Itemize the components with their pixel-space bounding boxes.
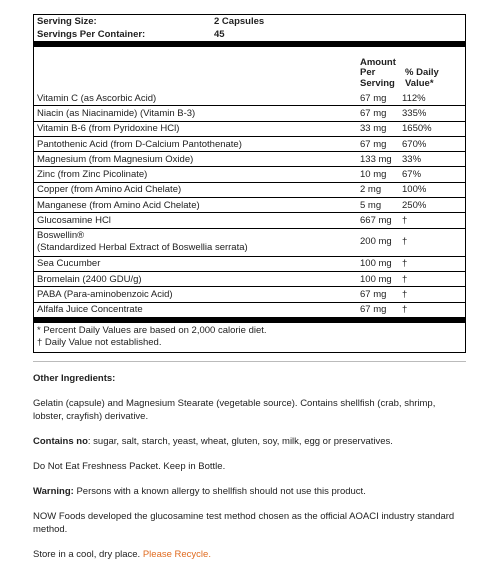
- footnote-daily-values: * Percent Daily Values are based on 2,000 calorie diet.: [37, 324, 267, 336]
- nutrient-amount: 2 mg: [360, 184, 382, 196]
- nutrient-row: [34, 197, 465, 212]
- nutrient-row: [34, 302, 465, 317]
- nutrient-daily-value: 250%: [402, 199, 427, 211]
- nutrient-daily-value: 670%: [402, 138, 427, 150]
- nutrient-name: Boswellin®: [37, 229, 85, 241]
- nutrient-amount: 67 mg: [360, 304, 387, 316]
- servings-per-container-row: [34, 28, 465, 47]
- storage-note: Store in a cool, dry place. Please Recycle.: [33, 548, 211, 560]
- nutrient-row: [34, 271, 465, 286]
- nutrient-amount: 67 mg: [360, 92, 387, 104]
- footnote-not-established: † Daily Value not established.: [37, 336, 162, 348]
- nutrient-name: Sea Cucumber: [37, 258, 101, 270]
- nutrient-row: [34, 256, 465, 271]
- nutrient-daily-value: †: [402, 304, 408, 316]
- warning-text: Warning: Persons with a known allergy to shellfish should not use this product.: [33, 485, 366, 497]
- nutrient-row: [34, 212, 465, 227]
- nutrient-name: Pantothenic Acid (from D-Calcium Pantothenate): [37, 138, 242, 150]
- product-info: [33, 14, 466, 561]
- other-ingredients-section: [33, 372, 466, 561]
- contains-no-text: Contains no: sugar, salt, starch, yeast, wheat, gluten, soy, milk, egg or preservatives.: [33, 435, 393, 447]
- nutrient-row: [34, 166, 465, 181]
- footnotes: [34, 317, 465, 352]
- nutrient-name: Bromelain (2400 GDU/g): [37, 273, 142, 285]
- nutrient-amount: 67 mg: [360, 138, 387, 150]
- amount-header: Amount Per Serving: [360, 56, 396, 89]
- nutrient-daily-value: 100%: [402, 184, 427, 196]
- nutrient-daily-value: 1650%: [402, 123, 432, 135]
- ingredients-text: Gelatin (capsule) and Magnesium Stearate (vegetable source). Contains shellfish (crab, shrimp, lobster, crayfish) derivative.: [33, 397, 436, 422]
- nutrient-row: [34, 182, 465, 197]
- nutrient-row: [34, 136, 465, 151]
- nutrient-row: [34, 105, 465, 120]
- nutrient-rows: [34, 91, 465, 317]
- nutrient-daily-value: †: [402, 235, 408, 247]
- daily-value-header: % Daily Value*: [405, 67, 439, 89]
- freshness-note: Do Not Eat Freshness Packet. Keep in Bottle.: [33, 460, 226, 472]
- nutrient-amount: 200 mg: [360, 235, 392, 247]
- nutrient-name: Copper (from Amino Acid Chelate): [37, 184, 182, 196]
- nutrient-name: Glucosamine HCl: [37, 215, 111, 227]
- nutrient-amount: 667 mg: [360, 215, 392, 227]
- nutrient-daily-value: †: [402, 215, 408, 227]
- serving-size-value: 2 Capsules: [214, 16, 265, 27]
- nutrient-amount: 133 mg: [360, 153, 392, 165]
- nutrient-name: Vitamin B-6 (from Pyridoxine HCl): [37, 123, 180, 135]
- nutrient-name: Magnesium (from Magnesium Oxide): [37, 153, 194, 165]
- nutrient-amount: 5 mg: [360, 199, 382, 211]
- nutrient-daily-value: †: [402, 258, 408, 270]
- other-ingredients-heading: Other Ingredients:: [33, 372, 116, 384]
- nutrient-amount: 100 mg: [360, 273, 392, 285]
- serving-size-label: Serving Size:: [37, 16, 97, 27]
- nutrient-row: [34, 121, 465, 136]
- nutrient-name: Manganese (from Amino Acid Chelate): [37, 199, 200, 211]
- recycle-note: Please Recycle.: [142, 548, 211, 560]
- nutrient-daily-value: 67%: [402, 169, 422, 181]
- nutrient-daily-value: †: [402, 273, 408, 285]
- nutrient-amount: 67 mg: [360, 288, 387, 300]
- servings-value: 45: [214, 29, 225, 40]
- serving-size-row: [34, 15, 465, 28]
- nutrient-row: [34, 286, 465, 301]
- nutrient-daily-value: 112%: [402, 92, 426, 104]
- nutrient-daily-value: 335%: [402, 107, 427, 119]
- nutrient-name: Niacin (as Niacinamide) (Vitamin B-3): [37, 107, 196, 119]
- nutrient-row: [34, 91, 465, 105]
- nutrient-subname: (Standardized Herbal Extract of Boswellia serrata): [37, 241, 248, 253]
- nutrient-amount: 33 mg: [360, 123, 387, 135]
- servings-label: Servings Per Container:: [37, 29, 146, 40]
- nutrient-name: Zinc (from Zinc Picolinate): [37, 169, 148, 181]
- divider: [33, 361, 466, 362]
- nutrient-amount: 100 mg: [360, 258, 392, 270]
- test-method-note: NOW Foods developed the glucosamine test method chosen as the official AOACI industry standard method.: [33, 510, 455, 535]
- nutrient-daily-value: †: [402, 288, 408, 300]
- nutrient-amount: 10 mg: [360, 169, 387, 181]
- nutrient-name: Alfalfa Juice Concentrate: [37, 304, 143, 316]
- column-header-row: [34, 47, 465, 91]
- nutrient-row: [34, 228, 465, 256]
- nutrient-name: Vitamin C (as Ascorbic Acid): [37, 92, 157, 104]
- nutrient-daily-value: 33%: [402, 153, 422, 165]
- supplement-facts-table: [33, 14, 466, 353]
- nutrient-amount: 67 mg: [360, 107, 387, 119]
- nutrient-row: [34, 151, 465, 166]
- nutrient-name: PABA (Para-aminobenzoic Acid): [37, 288, 173, 300]
